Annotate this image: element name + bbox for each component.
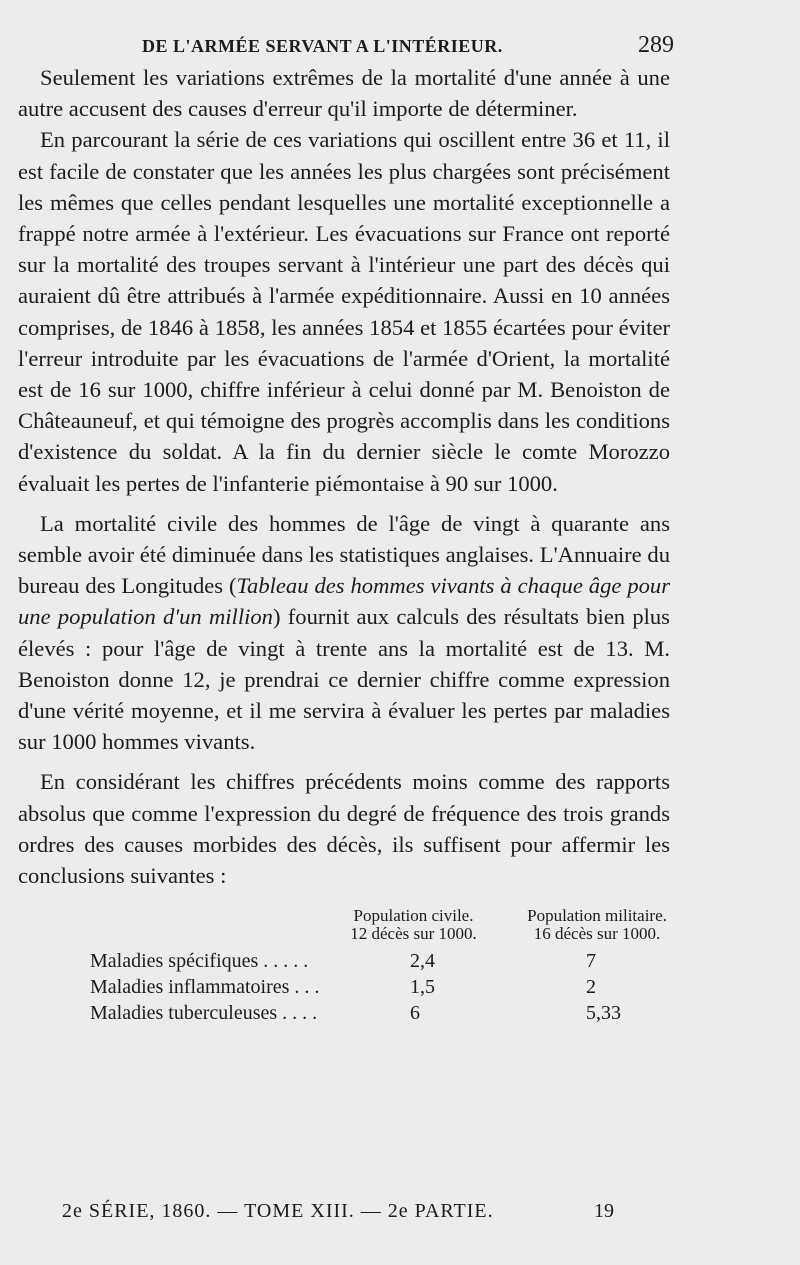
column-heading-civil: [336, 907, 491, 943]
sheet-number: 19: [594, 1200, 614, 1222]
paragraph-3-end: ) fournit aux calculs des résultats bien plus élevés : pour l'âge de vingt à trente ans la mortalité est de 13. M. Benoiston donne 12, je prendrai ce dernier chiffre comme expression d'une vérité moyenne, et il me servira à évaluer les pertes par maladies sur 1000 hommes vivants.: [18, 604, 670, 755]
civil-value: 1,5: [410, 976, 435, 999]
civil-value: 2,4: [410, 950, 435, 973]
paragraph-4: En considérant les chiffres précédents moins comme des rapports absolus que comme l'expression du degré de fréquence des trois grands ordres des causes morbides des décès, ils suffisent pour affermir les conclusions suivantes :: [18, 769, 670, 889]
page-header: [18, 26, 674, 62]
row-label: Maladies inflammatoires . . .: [90, 976, 320, 999]
body-text: [18, 62, 670, 891]
military-value: 7: [586, 950, 596, 973]
paragraph-3: [18, 508, 670, 758]
paragraph-1: Seulement les variations extrêmes de la mortalité d'une année à une autre accusent des causes d'erreur qu'il importe de déterminer.: [18, 65, 670, 122]
military-heading: Population militaire.: [527, 906, 667, 926]
paragraph-2: En parcourant la série de ces variations qui oscillent entre 36 et 11, il est facile de constater que les années les plus chargées sont précisément les mêmes que celles pendant lesquelles une mortalité exceptionnelle a frappé notre armée à l'extérieur. Les évacuations sur France ont reporté sur la mortalité des troupes servant à l'intérieur une part des décès qui auraient dû être attribués à l'armée expéditionnaire. Aussi en 10 années comprises, de 1846 à 1858, les années 1854 et 1855 écartées pour éviter l'erreur introduite par les évacuations de l'armée d'Orient, la mortalité est de 16 sur 1000, chiffre inférieur à celui donné par M. Benoiston de Châteauneuf, et qui témoigne des progrès accomplis dans les conditions d'existence du soldat. A la fin du dernier siècle le comte Morozzo évaluait les pertes de l'infanterie piémontaise à 90 sur 1000.: [18, 127, 670, 496]
military-value: 2: [586, 976, 596, 999]
paragraph-3-italic-title: Tableau des hommes vivants à chaque âge pour une population d'un million: [18, 573, 671, 630]
civil-heading: Population civile.: [353, 906, 474, 926]
row-label: Maladies tuberculeuses . . . .: [90, 1002, 318, 1025]
civil-subheading: 12 décès sur 1000.: [350, 924, 477, 944]
running-title: DE L'ARMÉE SERVANT A L'INTÉRIEUR.: [142, 36, 503, 56]
civil-value: 6: [410, 1002, 420, 1025]
sheet-signature: 2e SÉRIE, 1860. — TOME XIII. — 2e PARTIE.: [62, 1200, 494, 1222]
page-number: 289: [638, 32, 674, 58]
military-value: 5,33: [586, 1002, 621, 1025]
paragraph-3-start: La mortalité civile des hommes de l'âge de vingt à quarante ans semble avoir été diminuée dans les statistiques anglaises. L'Annuaire du bureau des Longitudes (: [18, 510, 670, 599]
row-label: Maladies spécifiques . . . . .: [90, 950, 309, 973]
column-heading-military: [502, 907, 692, 943]
mortality-table: [18, 907, 668, 1027]
military-subheading: 16 décès sur 1000.: [533, 924, 661, 944]
